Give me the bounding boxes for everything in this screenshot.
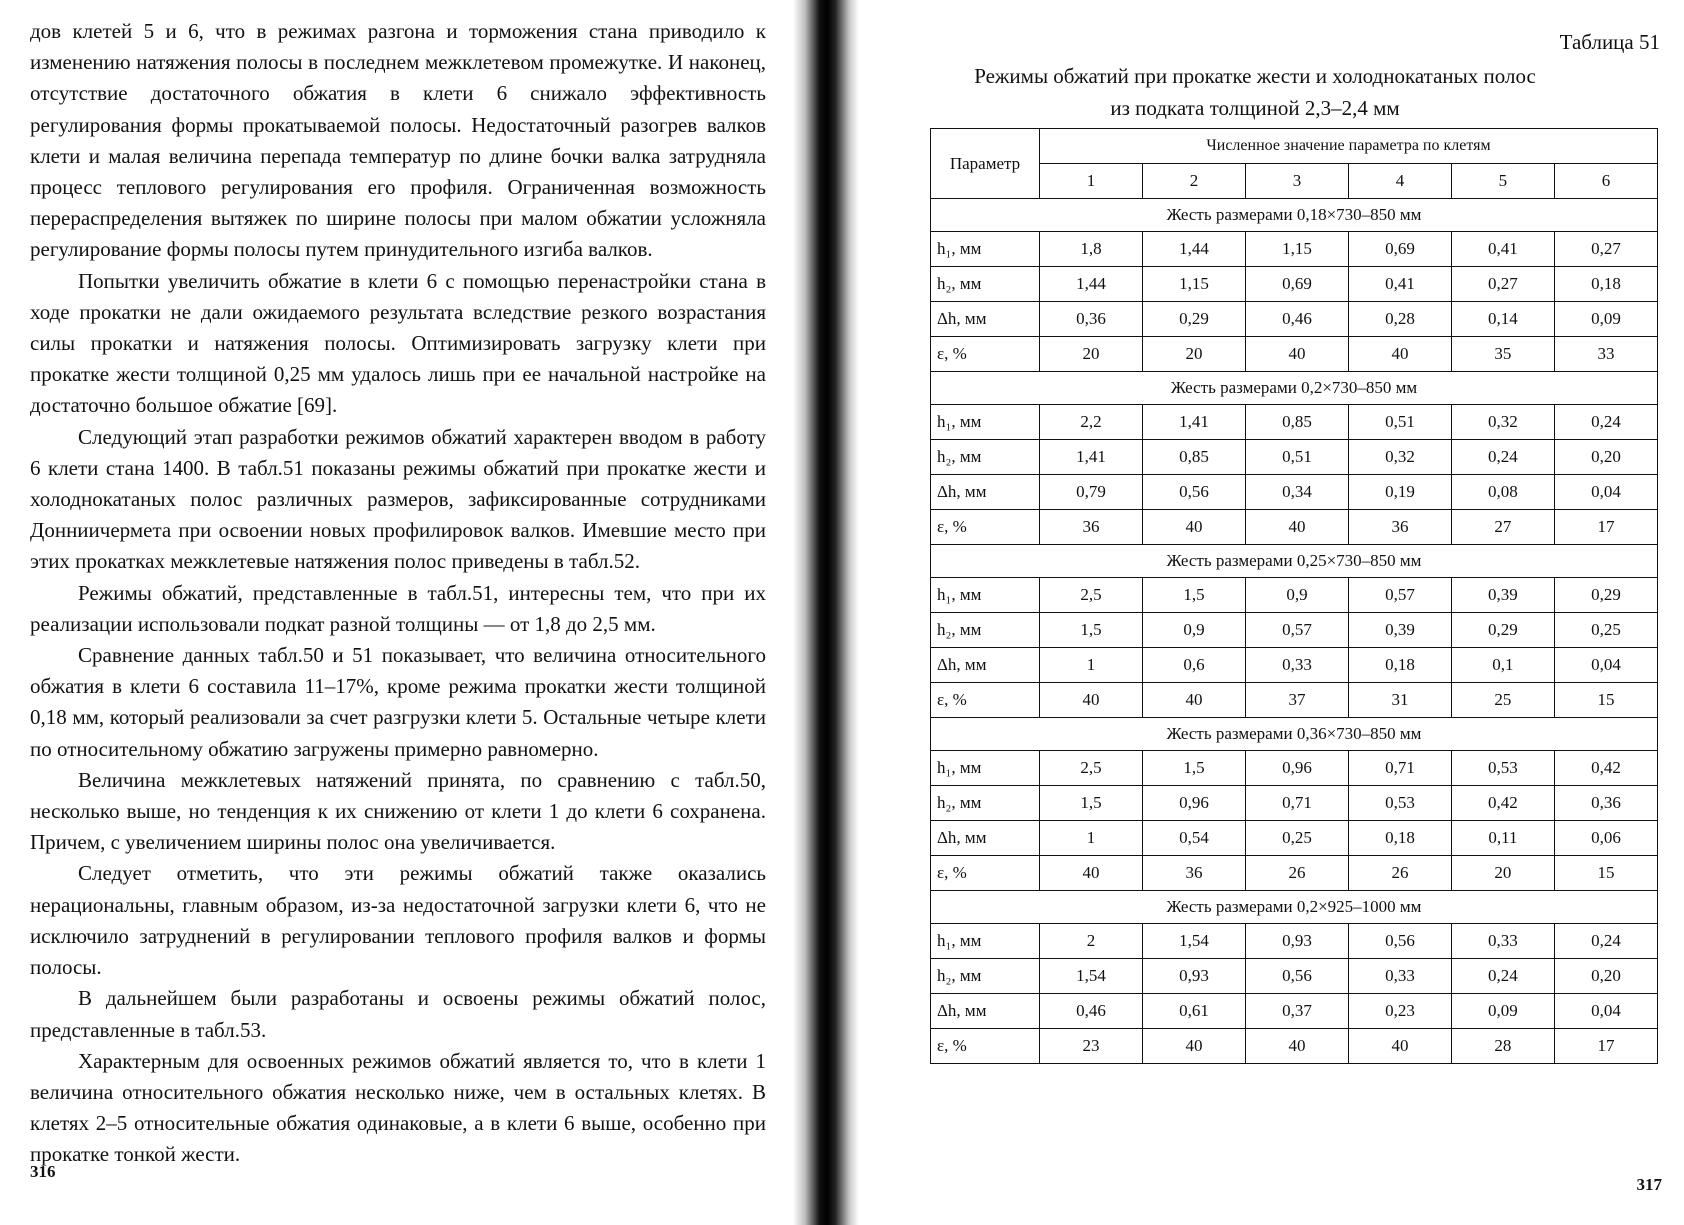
value-cell: 0,24 (1554, 405, 1657, 440)
table-row (931, 856, 1658, 891)
value-cell: 0,37 (1245, 994, 1348, 1029)
stand-column-header: 4 (1348, 164, 1451, 199)
value-cell: 0,79 (1040, 475, 1143, 510)
param-cell: h₂, мм (931, 440, 1040, 475)
value-cell: 37 (1245, 683, 1348, 718)
value-cell: 0,18 (1348, 648, 1451, 683)
value-cell: 0,33 (1245, 648, 1348, 683)
stand-column-header: 3 (1245, 164, 1348, 199)
value-cell: 15 (1554, 683, 1657, 718)
value-cell: 40 (1348, 337, 1451, 372)
table-row (931, 232, 1658, 267)
param-cell: h₁, мм (931, 232, 1040, 267)
section-row (931, 372, 1658, 405)
table-title-line: из подката толщиной 2,3–2,4 мм (1110, 96, 1400, 120)
value-cell: 0,29 (1554, 578, 1657, 613)
value-cell: 0,34 (1245, 475, 1348, 510)
value-cell: 0,9 (1245, 578, 1348, 613)
value-cell: 0,61 (1142, 994, 1245, 1029)
table-row (931, 959, 1658, 994)
value-cell: 1,44 (1142, 232, 1245, 267)
value-cell: 0,9 (1142, 613, 1245, 648)
value-cell: 36 (1142, 856, 1245, 891)
value-cell: 1 (1040, 821, 1143, 856)
value-cell: 0,04 (1554, 648, 1657, 683)
table-row (931, 405, 1658, 440)
param-cell: h₂, мм (931, 959, 1040, 994)
rolling-modes-table (930, 128, 1658, 1064)
value-cell: 2 (1040, 924, 1143, 959)
value-cell: 40 (1040, 683, 1143, 718)
right-page (830, 0, 1684, 1225)
stand-column-header: 5 (1451, 164, 1554, 199)
page-number: 317 (1636, 1175, 1662, 1194)
value-cell: 0,53 (1348, 786, 1451, 821)
value-cell: 0,08 (1451, 475, 1554, 510)
param-cell: h₂, мм (931, 267, 1040, 302)
value-cell: 0,25 (1245, 821, 1348, 856)
value-cell: 40 (1040, 856, 1143, 891)
value-cell: 1,5 (1040, 613, 1143, 648)
paragraph: Следует отметить, что эти режимы обжатий также оказались нерациональны, главным образом, из-за недостаточной загрузки клети 6, что не исключило затруднений в регулировании теплового профиля валков и формы полосы. (30, 861, 766, 980)
value-cell: 0,11 (1451, 821, 1554, 856)
stand-column-header: 2 (1142, 164, 1245, 199)
section-row (931, 891, 1658, 924)
value-cell: 0,96 (1142, 786, 1245, 821)
table-row (931, 821, 1658, 856)
section-row (931, 718, 1658, 751)
value-cell: 0,93 (1245, 924, 1348, 959)
table-row (931, 440, 1658, 475)
param-cell: Δh, мм (931, 994, 1040, 1029)
param-cell: Δh, мм (931, 475, 1040, 510)
table-row (931, 1029, 1658, 1064)
value-cell: 0,18 (1348, 821, 1451, 856)
value-cell: 0,09 (1451, 994, 1554, 1029)
section-title: Жесть размерами 0,18×730–850 мм (931, 199, 1658, 232)
value-cell: 0,28 (1348, 302, 1451, 337)
value-cell: 0,6 (1142, 648, 1245, 683)
paragraph: Режимы обжатий, представленные в табл.51, интересны тем, что при их реализации использовали подкат разной толщины — от 1,8 до 2,5 мм. (30, 580, 766, 636)
value-cell: 25 (1451, 683, 1554, 718)
value-cell: 0,36 (1040, 302, 1143, 337)
value-cell: 31 (1348, 683, 1451, 718)
value-cell: 36 (1040, 510, 1143, 545)
table-row (931, 613, 1658, 648)
value-cell: 26 (1245, 856, 1348, 891)
value-cell: 0,69 (1245, 267, 1348, 302)
section-row (931, 199, 1658, 232)
param-cell: Δh, мм (931, 302, 1040, 337)
param-header: Параметр (931, 129, 1040, 199)
value-cell: 40 (1245, 337, 1348, 372)
value-cell: 0,27 (1451, 267, 1554, 302)
value-cell: 0,57 (1245, 613, 1348, 648)
value-cell: 1,54 (1142, 924, 1245, 959)
stand-column-header: 6 (1554, 164, 1657, 199)
table-row (931, 578, 1658, 613)
value-cell: 0,96 (1245, 751, 1348, 786)
value-cell: 0,24 (1451, 959, 1554, 994)
value-cell: 0,41 (1348, 267, 1451, 302)
value-cell: 0,14 (1451, 302, 1554, 337)
table-row (931, 994, 1658, 1029)
value-cell: 40 (1142, 683, 1245, 718)
value-cell: 0,85 (1245, 405, 1348, 440)
value-cell: 20 (1040, 337, 1143, 372)
value-cell: 20 (1451, 856, 1554, 891)
value-cell: 0,51 (1348, 405, 1451, 440)
section-title: Жесть размерами 0,25×730–850 мм (931, 545, 1658, 578)
section-title: Жесть размерами 0,2×925–1000 мм (931, 891, 1658, 924)
param-cell: h₁, мм (931, 924, 1040, 959)
value-cell: 35 (1451, 337, 1554, 372)
value-cell: 1 (1040, 648, 1143, 683)
param-cell: ε, % (931, 337, 1040, 372)
value-cell: 0,39 (1451, 578, 1554, 613)
value-cell: 0,24 (1451, 440, 1554, 475)
param-cell: ε, % (931, 510, 1040, 545)
value-cell: 0,57 (1348, 578, 1451, 613)
value-cell: 40 (1245, 510, 1348, 545)
value-cell: 0,29 (1451, 613, 1554, 648)
stand-column-header: 1 (1040, 164, 1143, 199)
value-cell: 1,15 (1245, 232, 1348, 267)
value-cell: 0,06 (1554, 821, 1657, 856)
param-cell: ε, % (931, 856, 1040, 891)
value-cell: 0,20 (1554, 440, 1657, 475)
value-cell: 2,5 (1040, 578, 1143, 613)
value-cell: 1,5 (1142, 751, 1245, 786)
table-row (931, 510, 1658, 545)
table-body (931, 199, 1658, 1064)
param-cell: h₁, мм (931, 405, 1040, 440)
value-cell: 20 (1142, 337, 1245, 372)
table-title-line: Режимы обжатий при прокатке жести и холоднокатаных полос (974, 64, 1536, 88)
value-cell: 0,56 (1245, 959, 1348, 994)
value-cell: 0,04 (1554, 475, 1657, 510)
stands-group-header: Численное значение параметра по клетям (1040, 129, 1658, 164)
value-cell: 23 (1040, 1029, 1143, 1064)
param-cell: h₂, мм (931, 786, 1040, 821)
table-row (931, 475, 1658, 510)
value-cell: 1,41 (1142, 405, 1245, 440)
value-cell: 0,56 (1142, 475, 1245, 510)
value-cell: 28 (1451, 1029, 1554, 1064)
value-cell: 15 (1554, 856, 1657, 891)
value-cell: 2,2 (1040, 405, 1143, 440)
value-cell: 0,32 (1348, 440, 1451, 475)
value-cell: 1,15 (1142, 267, 1245, 302)
value-cell: 1,41 (1040, 440, 1143, 475)
value-cell: 0,36 (1554, 786, 1657, 821)
value-cell: 0,85 (1142, 440, 1245, 475)
paragraph: Характерным для освоенных режимов обжатий является то, что в клети 1 величина относительного обжатия несколько ниже, чем в остальных клетях. В клетях 2–5 относительные обжатия одинаковые, а в клети 6 выше, особенно при прокатке тонкой жести. (30, 1048, 766, 1167)
table-row (931, 924, 1658, 959)
value-cell: 0,69 (1348, 232, 1451, 267)
value-cell: 36 (1348, 510, 1451, 545)
value-cell: 0,27 (1554, 232, 1657, 267)
value-cell: 1,44 (1040, 267, 1143, 302)
value-cell: 0,23 (1348, 994, 1451, 1029)
value-cell: 17 (1554, 1029, 1657, 1064)
value-cell: 0,51 (1245, 440, 1348, 475)
value-cell: 26 (1348, 856, 1451, 891)
left-page-body (30, 16, 766, 1171)
paragraph: Попытки увеличить обжатие в клети 6 с помощью перенастройки стана в ходе прокатки не дали ожидаемого результата вследствие резкого возрастания силы прокатки и натяжения полосы. Оптимизировать загрузку клети при прокатке жести толщиной 0,25 мм удалось лишь при ее начальной настройке на достаточно большое обжатие [69]. (30, 268, 766, 418)
value-cell: 0,04 (1554, 994, 1657, 1029)
value-cell: 0,29 (1142, 302, 1245, 337)
paragraph: Сравнение данных табл.50 и 51 показывает, что величина относительного обжатия в клети 6 составила 11–17%, кроме режима прокатки жести толщиной 0,18 мм, который реализовали за счет разгрузки клети 5. Остальные четыре клети по относительному обжатию загружены примерно равномерно. (30, 643, 766, 761)
value-cell: 0,19 (1348, 475, 1451, 510)
value-cell: 0,93 (1142, 959, 1245, 994)
value-cell: 0,33 (1451, 924, 1554, 959)
value-cell: 40 (1142, 510, 1245, 545)
table-row (931, 683, 1658, 718)
value-cell: 27 (1451, 510, 1554, 545)
value-cell: 40 (1142, 1029, 1245, 1064)
table-row (931, 648, 1658, 683)
value-cell: 2,5 (1040, 751, 1143, 786)
param-cell: h₁, мм (931, 578, 1040, 613)
table-row (931, 786, 1658, 821)
param-cell: ε, % (931, 683, 1040, 718)
paragraph: Величина межклетевых натяжений принята, по сравнению с табл.50, несколько выше, но тенденция к их снижению от клети 1 до клети 6 сохранена. Причем, с увеличением ширины полос она увеличивается. (30, 767, 766, 855)
param-cell: ε, % (931, 1029, 1040, 1064)
value-cell: 0,53 (1451, 751, 1554, 786)
table-title (890, 60, 1620, 124)
value-cell: 0,24 (1554, 924, 1657, 959)
table-row (931, 337, 1658, 372)
left-page (0, 0, 815, 1225)
value-cell: 1,54 (1040, 959, 1143, 994)
value-cell: 40 (1348, 1029, 1451, 1064)
table-row (931, 302, 1658, 337)
value-cell: 0,41 (1451, 232, 1554, 267)
param-cell: h₁, мм (931, 751, 1040, 786)
value-cell: 1,8 (1040, 232, 1143, 267)
value-cell: 40 (1245, 1029, 1348, 1064)
section-title: Жесть размерами 0,36×730–850 мм (931, 718, 1658, 751)
value-cell: 33 (1554, 337, 1657, 372)
param-cell: Δh, мм (931, 821, 1040, 856)
value-cell: 0,33 (1348, 959, 1451, 994)
value-cell: 0,1 (1451, 648, 1554, 683)
value-cell: 0,71 (1348, 751, 1451, 786)
value-cell: 17 (1554, 510, 1657, 545)
value-cell: 0,46 (1040, 994, 1143, 1029)
value-cell: 0,09 (1554, 302, 1657, 337)
page-number: 316 (30, 1162, 56, 1181)
value-cell: 1,5 (1040, 786, 1143, 821)
value-cell: 0,18 (1554, 267, 1657, 302)
paragraph: Следующий этап разработки режимов обжатий характерен вводом в работу 6 клети стана 1400. В табл.51 показаны режимы обжатий при прокатке жести и холоднокатаных полос различных размеров, зафиксированные сотрудниками Донниичермета при освоении новых профилировок валков. Имевшие место при этих прокатках межклетевые натяжения полос приведены в табл.52. (30, 424, 766, 574)
value-cell: 0,46 (1245, 302, 1348, 337)
value-cell: 0,25 (1554, 613, 1657, 648)
section-title: Жесть размерами 0,2×730–850 мм (931, 372, 1658, 405)
param-cell: Δh, мм (931, 648, 1040, 683)
paragraph: В дальнейшем были разработаны и освоены режимы обжатий полос, представленные в табл.53. (30, 986, 766, 1042)
value-cell: 0,56 (1348, 924, 1451, 959)
value-cell: 0,42 (1554, 751, 1657, 786)
table-row (931, 267, 1658, 302)
value-cell: 0,54 (1142, 821, 1245, 856)
value-cell: 0,42 (1451, 786, 1554, 821)
value-cell: 0,20 (1554, 959, 1657, 994)
section-row (931, 545, 1658, 578)
table-number: Таблица 51 (1559, 30, 1660, 54)
value-cell: 0,71 (1245, 786, 1348, 821)
paragraph: дов клетей 5 и 6, что в режимах разгона и торможения стана приводило к изменению натяжения полосы в последнем межклетевом промежутке. И наконец, отсутствие достаточного обжатия в клети 6 снижало эффективность регулирования формы прокатываемой полосы. Недостаточный разогрев валков клети и малая величина перепада температур по длине бочки валка затрудняла процесс теплового регулирования его профиля. Ограниченная возможность перераспределения вытяжек по ширине полосы при малом обжатии усложняла регулирование формы полосы путем принудительного изгиба валков. (30, 19, 766, 262)
value-cell: 1,5 (1142, 578, 1245, 613)
value-cell: 0,32 (1451, 405, 1554, 440)
param-cell: h₂, мм (931, 613, 1040, 648)
table-row (931, 751, 1658, 786)
value-cell: 0,39 (1348, 613, 1451, 648)
